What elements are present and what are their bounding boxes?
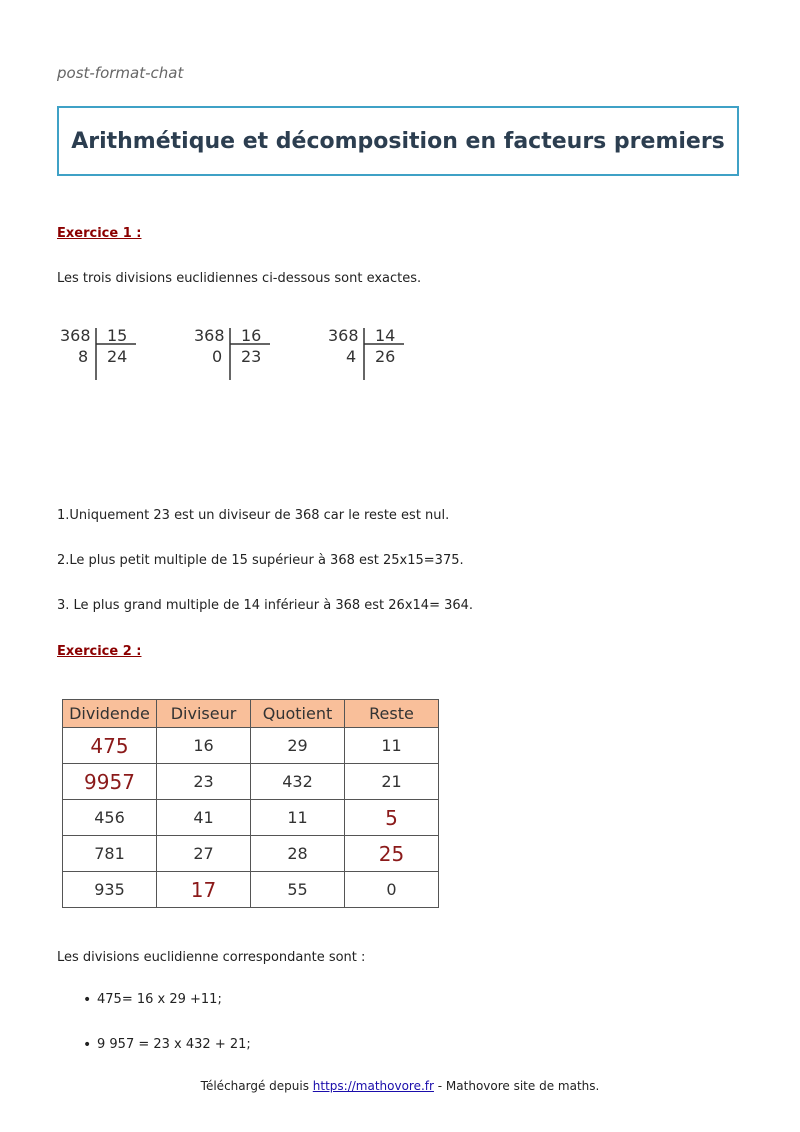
table-cell: 23 — [157, 764, 251, 800]
footer — [0, 1079, 800, 1093]
table-row — [63, 728, 439, 764]
header-reste: Reste — [345, 700, 439, 728]
table-cell: 55 — [251, 872, 345, 908]
table-cell: 11 — [345, 728, 439, 764]
post-format-label: post-format-chat — [57, 64, 184, 82]
table-cell: 9957 — [63, 764, 157, 800]
answer-1: 1.Uniquement 23 est un diviseur de 368 car le reste est nul. — [57, 508, 450, 523]
exercise-2-intro: Les divisions euclidienne correspondante sont : — [57, 950, 366, 965]
list-item: • 475= 16 x 29 +11; — [97, 990, 251, 1035]
table-cell: 456 — [63, 800, 157, 836]
equation-list — [57, 990, 251, 1080]
answer-2: 2.Le plus petit multiple de 15 supérieur à 368 est 25x15=375. — [57, 553, 464, 568]
division-1-bracket — [58, 326, 148, 382]
answer-3: 3. Le plus grand multiple de 14 inférieur à 368 est 26x14= 364. — [57, 598, 474, 613]
division-2-bracket — [192, 326, 282, 382]
exercise-1-intro: Les trois divisions euclidiennes ci-dessous sont exactes. — [57, 271, 422, 286]
division-2-divisor: 16 — [241, 326, 262, 345]
division-3-quotient: 26 — [375, 347, 396, 366]
table-row — [63, 872, 439, 908]
exercise-1-heading: Exercice 1 : — [57, 226, 142, 241]
table-cell: 432 — [251, 764, 345, 800]
page-title: Arithmétique et décomposition en facteurs premiers — [71, 128, 725, 154]
title-box — [57, 106, 739, 176]
footer-prefix: Téléchargé depuis — [200, 1079, 313, 1093]
table-cell: 41 — [157, 800, 251, 836]
table-cell: 935 — [63, 872, 157, 908]
division-1-remainder: 8 — [78, 347, 89, 366]
table-cell: 475 — [63, 728, 157, 764]
table-cell: 29 — [251, 728, 345, 764]
header-quotient: Quotient — [251, 700, 345, 728]
table-cell: 0 — [345, 872, 439, 908]
division-3-dividend: 368 — [328, 326, 359, 345]
table-cell: 28 — [251, 836, 345, 872]
division-1-divisor: 15 — [107, 326, 128, 345]
footer-link[interactable]: https://mathovore.fr — [312, 1079, 434, 1093]
table-cell: 25 — [345, 836, 439, 872]
division-2-dividend: 368 — [194, 326, 225, 345]
table-row — [63, 836, 439, 872]
exercise-2-heading: Exercice 2 : — [57, 644, 142, 659]
table-row — [63, 800, 439, 836]
footer-suffix: - Mathovore site de maths. — [433, 1079, 600, 1093]
table-cell: 781 — [63, 836, 157, 872]
header-diviseur: Diviseur — [157, 700, 251, 728]
division-1-quotient: 24 — [107, 347, 128, 366]
table-cell: 5 — [345, 800, 439, 836]
table-cell: 16 — [157, 728, 251, 764]
table-cell: 17 — [157, 872, 251, 908]
list-item: • 9 957 = 23 x 432 + 21; — [97, 1035, 251, 1080]
header-dividende: Dividende — [63, 700, 157, 728]
division-2-remainder: 0 — [212, 347, 223, 366]
division-3-remainder: 4 — [346, 347, 357, 366]
table-cell: 27 — [157, 836, 251, 872]
division-3-bracket — [326, 326, 416, 382]
table-cell: 11 — [251, 800, 345, 836]
table-row — [63, 764, 439, 800]
division-1-dividend: 368 — [60, 326, 91, 345]
division-3-divisor: 14 — [375, 326, 396, 345]
division-2-quotient: 23 — [241, 347, 262, 366]
table-header-row — [63, 700, 439, 728]
table-cell: 21 — [345, 764, 439, 800]
division-table — [62, 699, 439, 908]
